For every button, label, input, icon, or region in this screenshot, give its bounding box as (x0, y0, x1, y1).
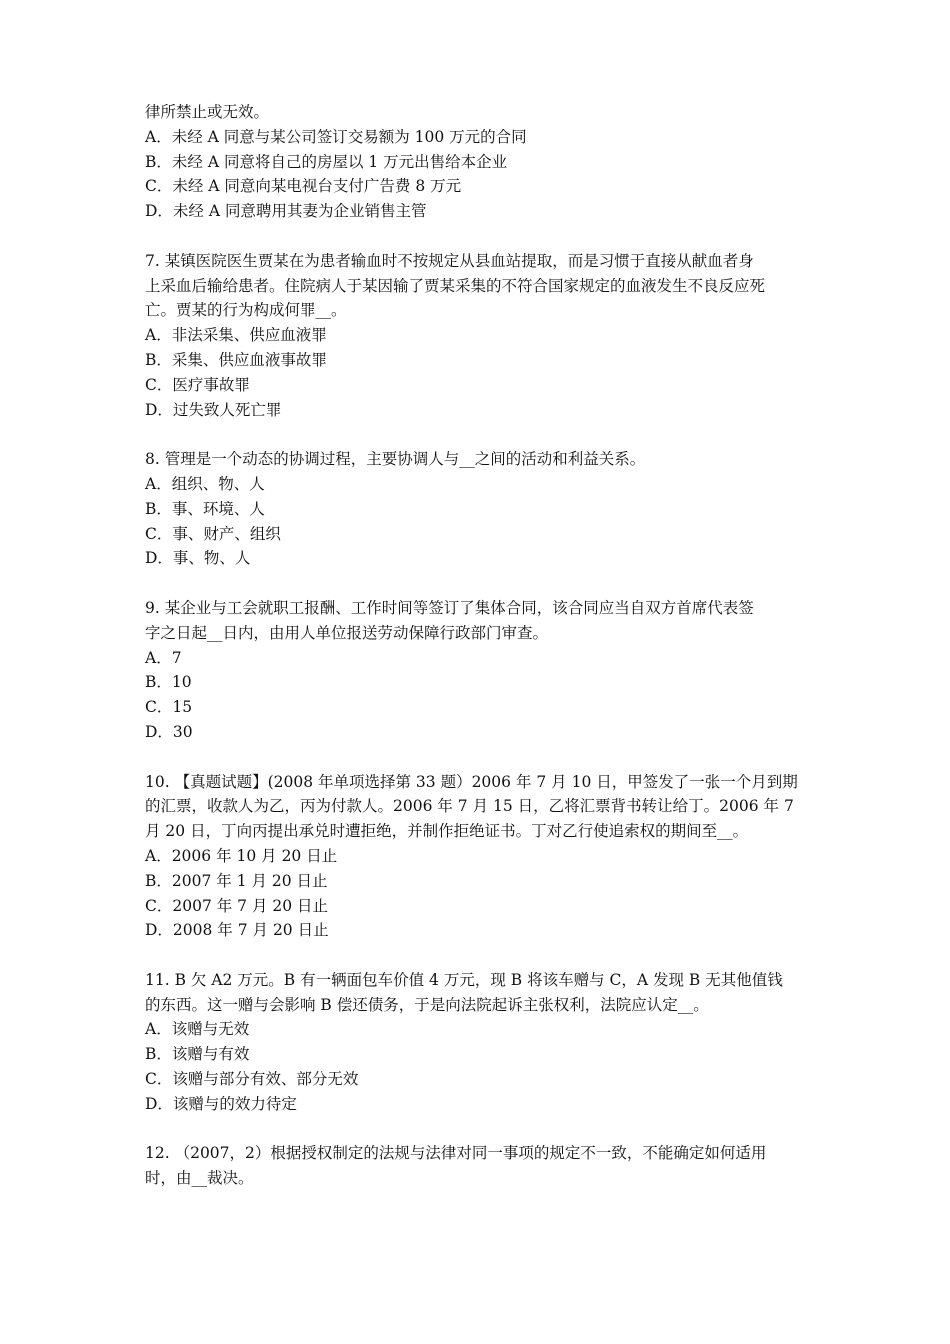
option-a: A．该赠与无效 (145, 1020, 250, 1039)
option-d: D．过失致人死亡罪 (145, 400, 282, 419)
option-a: A．2006 年 10 月 20 日止 (145, 846, 338, 865)
option-b: B．事、环境、人 (145, 499, 265, 518)
option-c: C．事、财产、组织 (145, 524, 281, 543)
intro-line: 律所禁止或无效。 (145, 103, 270, 121)
question-stem-line: 时，由__裁决。 (145, 1169, 254, 1188)
option-b: B．2007 年 1 月 20 日止 (145, 871, 328, 890)
question-stem-line: 亡。贾某的行为构成何罪__。 (145, 301, 347, 320)
intro-block (145, 100, 815, 224)
option-d: D．该赠与的效力待定 (145, 1094, 297, 1113)
option-a: A．7 (145, 648, 182, 667)
question-9 (145, 596, 815, 745)
option-b: B．未经 A 同意将自己的房屋以 1 万元出售给本企业 (145, 152, 508, 171)
spacer (145, 745, 815, 770)
question-stem-line: 8. 管理是一个动态的协调过程，主要协调人与__之间的活动和利益关系。 (145, 450, 646, 469)
spacer (145, 571, 815, 596)
document-page (145, 100, 815, 1191)
option-d: D．事、物、人 (145, 549, 251, 568)
option-c: C．医疗事故罪 (145, 375, 250, 394)
question-stem-line: 月 20 日，丁向丙提出承兑时遭拒绝，并制作拒绝证书。丁对乙行使追索权的期间至__。 (145, 822, 749, 841)
option-b: B．该赠与有效 (145, 1045, 250, 1064)
question-stem-line: 的汇票，收款人为乙，丙为付款人。2006 年 7 月 15 日，乙将汇票背书转让给丁。2006 年 7 (145, 797, 794, 816)
question-7 (145, 249, 815, 423)
question-11 (145, 968, 815, 1117)
option-d: D．2008 年 7 月 20 日止 (145, 921, 329, 940)
spacer (145, 224, 815, 249)
option-d: D．30 (145, 722, 193, 741)
spacer (145, 943, 815, 968)
option-c: C．2007 年 7 月 20 日止 (145, 896, 329, 915)
option-a: A．非法采集、供应血液罪 (145, 326, 327, 345)
option-c: C．15 (145, 698, 193, 717)
question-stem-line: 12. （2007，2）根据授权制定的法规与法律对同一事项的规定不一致，不能确定如何适用 (145, 1144, 767, 1163)
question-stem-line: 的东西。这一赠与会影响 B 偿还债务，于是向法院起诉主张权利，法院应认定__。 (145, 995, 709, 1014)
question-stem-line: 9. 某企业与工会就职工报酬、工作时间等签订了集体合同，该合同应当自双方首席代表签 (145, 598, 754, 617)
option-b: B．10 (145, 673, 192, 692)
question-stem-line: 11. B 欠 A2 万元。B 有一辆面包车价值 4 万元，现 B 将该车赠与 C，A 发现 B 无其他值钱 (145, 970, 783, 989)
option-b: B．采集、供应血液事故罪 (145, 350, 327, 369)
question-stem-line: 上采血后输给患者。住院病人于某因输了贾某采集的不符合国家规定的血液发生不良反应死 (145, 276, 766, 295)
option-a: A．组织、物、人 (145, 474, 265, 493)
question-10 (145, 770, 815, 944)
question-stem-line: 字之日起__日内，由用人单位报送劳动保障行政部门审查。 (145, 623, 549, 642)
question-8 (145, 447, 815, 571)
question-stem-line: 10. 【真题试题】(2008 年单项选择第 33 题）2006 年 7 月 10 日，甲签发了一张一个月到期 (145, 772, 798, 791)
option-a: A．未经 A 同意与某公司签订交易额为 100 万元的合同 (145, 127, 527, 146)
option-c: C．未经 A 同意向某电视台支付广告费 8 万元 (145, 177, 462, 196)
option-d: D．未经 A 同意聘用其妻为企业销售主管 (145, 202, 427, 221)
option-c: C．该赠与部分有效、部分无效 (145, 1070, 359, 1089)
question-stem-line: 7. 某镇医院医生贾某在为患者输血时不按规定从县血站提取，而是习惯于直接从献血者身 (145, 251, 754, 270)
question-12 (145, 1141, 815, 1191)
spacer (145, 1117, 815, 1142)
spacer (145, 422, 815, 447)
